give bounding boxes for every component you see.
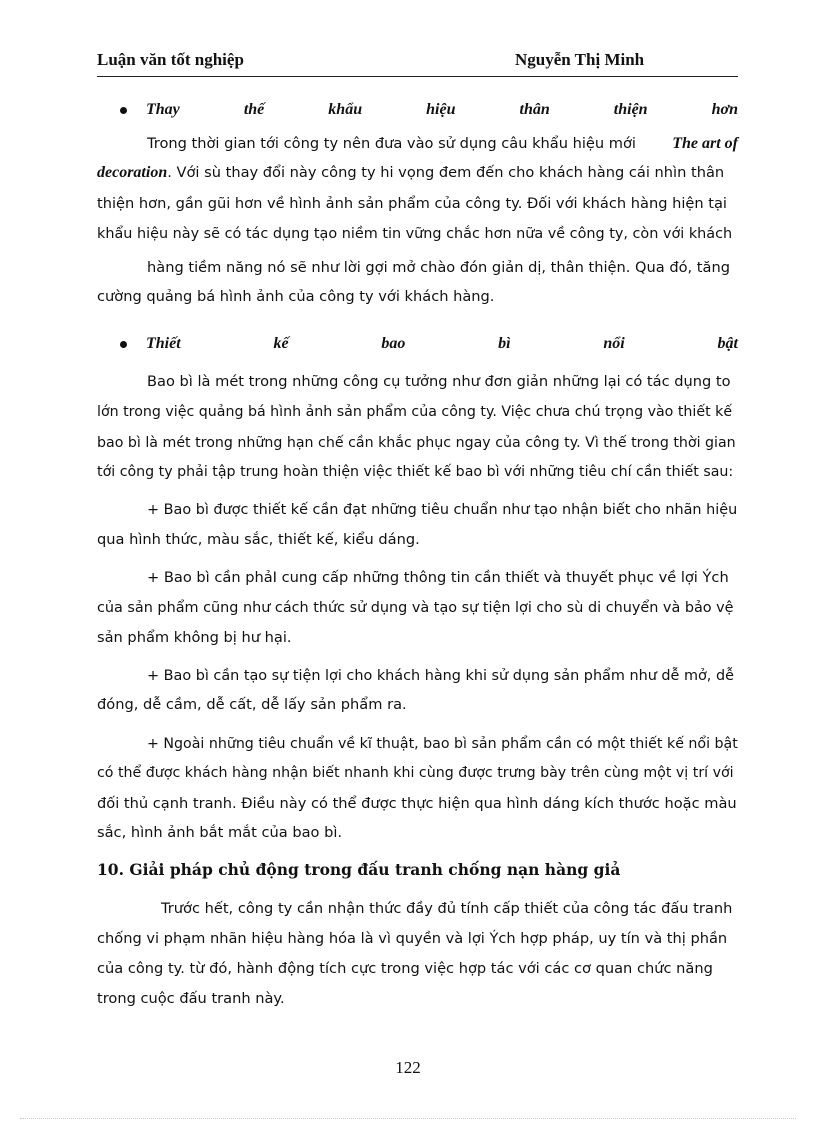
- paragraph-line: khẩu hiệu này sẽ có tác dụng tạo niềm tin vững chắc hơn nữa về công ty, còn với khách: [97, 226, 733, 242]
- heading-word: bao: [381, 335, 406, 352]
- heading-word: Thay: [146, 101, 180, 118]
- heading-words: [146, 101, 738, 119]
- paragraph-line: chống vi phạm nhãn hiệu hàng hóa là vì quyền và lợi Ých hợp pháp, uy tín và thị phần: [97, 930, 728, 947]
- paragraph-line: thiện hơn, gần gũi hơn về hình ảnh sản phẩm của công ty. Đối với khách hàng hiện tại: [97, 195, 727, 212]
- page-bottom-divider: [20, 1118, 796, 1119]
- paragraph-line: Bao bì là mét trong những công cụ tưởng như đơn giản những lại có tác dụng to: [147, 373, 731, 390]
- list-item-line: có thể được khách hàng nhận biết nhanh khi cùng được trưng bày trên cùng một vị trí với: [97, 765, 734, 781]
- bullet-heading-slogan: [120, 99, 738, 121]
- heading-word: thân: [519, 101, 550, 118]
- heading-word: bật: [717, 335, 738, 352]
- paragraph-line: hàng tiềm năng nó sẽ như lời gợi mở chào đón giản dị, thân thiện. Qua đó, tăng: [147, 259, 730, 276]
- list-item-line: đối thủ cạnh tranh. Điều này có thể được thực hiện qua hình dáng kích thước hoặc màu: [97, 795, 737, 812]
- list-item-line: + Bao bì cần phảI cung cấp những thông tin cần thiết và thuyết phục về lợi Ých: [147, 569, 729, 586]
- line-text: . Với sù thay đổi này công ty hi vọng đem đến cho khách hàng cái nhìn thân: [167, 164, 725, 181]
- page-number: 122: [395, 1058, 421, 1077]
- list-item-line: + Bao bì cần tạo sự tiện lợi cho khách hàng khi sử dụng sản phẩm như dễ mở, dễ: [147, 668, 734, 684]
- paragraph-line: [147, 133, 738, 155]
- heading-word: bì: [498, 335, 511, 352]
- heading-word: thế: [243, 101, 265, 118]
- heading-word: khẩu: [328, 101, 363, 118]
- list-item-line: + Ngoài những tiêu chuẩn về kĩ thuật, bao bì sản phẩm cần có một thiết kế nổi bật: [147, 736, 738, 752]
- paragraph-line: [97, 162, 738, 184]
- list-item-line: của sản phẩm cũng như cách thức sử dụng và tạo sự tiện lợi cho sù di chuyển và bảo vệ: [97, 600, 734, 616]
- paragraph-line: tới công ty phải tập trung hoàn thiện việc thiết kế bao bì với những tiêu chí cần thiết sau:: [97, 464, 734, 480]
- bullet-dot-icon: [120, 107, 127, 114]
- paragraph-line: bao bì là mét trong những hạn chế cần khắc phục ngay của công ty. Vì thế trong thời gian: [97, 435, 736, 451]
- paragraph-line: của công ty. từ đó, hành động tích cực trong việc hợp tác với các cơ quan chức năng: [97, 960, 713, 977]
- heading-words: [146, 335, 738, 353]
- paragraph-line: trong cuộc đấu tranh này.: [97, 990, 285, 1007]
- line-text: Trong thời gian tới công ty nên đưa vào sử dụng câu khẩu hiệu mới: [147, 135, 636, 152]
- list-item-line: + Bao bì được thiết kế cần đạt những tiêu chuẩn như tạo nhận biết cho nhãn hiệu: [147, 502, 738, 518]
- section-heading: 10. Giải pháp chủ động trong đấu tranh chống nạn hàng giả: [97, 860, 621, 879]
- paragraph-line: lớn trong việc quảng bá hình ảnh sản phẩm của công ty. Việc chưa chú trọng vào thiết kế: [97, 404, 733, 420]
- paragraph-line: cường quảng bá hình ảnh của công ty với khách hàng.: [97, 288, 495, 305]
- slogan-emphasis: The art of: [672, 135, 738, 152]
- list-item-line: sắc, hình ảnh bắt mắt của bao bì.: [97, 824, 343, 841]
- header-thesis-title: Luận văn tốt nghiệp: [97, 50, 244, 69]
- list-item-line: sản phẩm không bị hư hại.: [97, 629, 292, 646]
- heading-word: hiệu: [426, 101, 456, 118]
- list-item-line: đóng, dễ cầm, dễ cất, dễ lấy sản phẩm ra.: [97, 696, 407, 713]
- heading-word: thiện: [613, 101, 648, 118]
- heading-word: nổi: [603, 335, 625, 352]
- list-item-line: qua hình thức, màu sắc, thiết kế, kiểu dáng.: [97, 531, 420, 548]
- header-author-name: Nguyễn Thị Minh: [515, 50, 645, 69]
- heading-word: hơn: [711, 101, 738, 118]
- bullet-dot-icon: [120, 341, 127, 348]
- page-header: [97, 50, 738, 77]
- paragraph-line: Trước hết, công ty cần nhận thức đầy đủ tính cấp thiết của công tác đấu tranh: [161, 900, 733, 917]
- heading-word: Thiết: [146, 335, 181, 352]
- bullet-heading-packaging: [120, 333, 738, 355]
- slogan-emphasis: decoration: [97, 164, 168, 181]
- heading-word: kế: [273, 335, 289, 352]
